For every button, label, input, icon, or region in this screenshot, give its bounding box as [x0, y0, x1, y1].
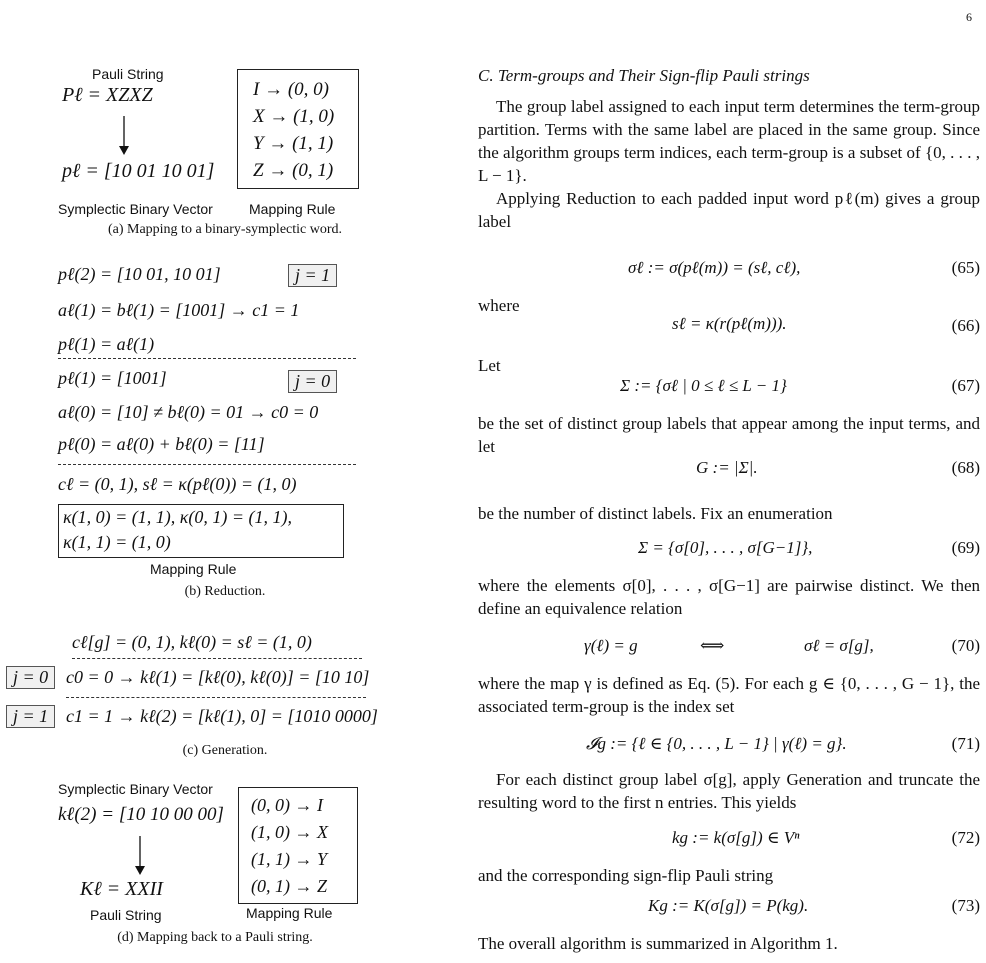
equation-73-number: (73): [951, 896, 980, 915]
generation-line-2: c0 = 0 → kℓ(1) = [kℓ(0), kℓ(0)] = [10 10]: [66, 667, 370, 687]
equation-68-number: (68): [951, 458, 980, 477]
rule-d-1: (0, 0) → I: [251, 795, 323, 815]
equation-72: kg := k(σ[g]) ∈ Vⁿ: [672, 828, 800, 847]
equation-65-number: (65): [951, 258, 980, 277]
page-number: 6: [966, 10, 972, 24]
equation-70-right: σℓ = σ[g],: [804, 636, 874, 655]
equation-71: 𝓘g := {ℓ ∈ {0, . . . , L − 1} | γ(ℓ) = g}.: [586, 734, 847, 753]
paragraph-3: be the set of distinct group labels that appear among the input terms, and let: [478, 414, 980, 456]
mapping-rule-box-d: [238, 787, 358, 904]
paragraph-8: and the corresponding sign-flip Pauli string: [478, 866, 774, 885]
rule-d-3: (1, 1) → Y: [251, 849, 327, 869]
pauli-string-label-a: Pauli String: [92, 66, 164, 82]
equation-66-number: (66): [951, 316, 980, 335]
equation-72-number: (72): [951, 828, 980, 847]
vector-eq-a: pℓ = [10 01 10 01]: [62, 160, 215, 182]
reduction-line-2: aℓ(1) = bℓ(1) = [1001] → c1 = 1: [58, 300, 300, 320]
rule-a-3: Y → (1, 1): [253, 133, 334, 154]
mapping-rule-label-a: Mapping Rule: [249, 201, 336, 217]
j-equals-0-box-b: j = 0: [288, 370, 337, 393]
equation-73: Kg := K(σ[g]) = P(kg).: [648, 896, 809, 915]
reduction-line-1: pℓ(2) = [10 01, 10 01]: [58, 264, 221, 284]
paragraph-9: The overall algorithm is summarized in Algorithm 1.: [478, 934, 838, 953]
equation-68: G := |Σ|.: [696, 458, 758, 477]
generation-line-1: cℓ[g] = (0, 1), kℓ(0) = sℓ = (1, 0): [72, 632, 312, 652]
kappa-line-1: κ(1, 0) = (1, 1), κ(0, 1) = (1, 1),: [63, 507, 293, 527]
pauli-eq-a: Pℓ = XZXZ: [62, 84, 153, 106]
equation-69: Σ = {σ[0], . . . , σ[G−1]},: [638, 538, 813, 557]
down-arrow-icon: [118, 116, 130, 161]
kappa-line-2: κ(1, 1) = (1, 0): [63, 532, 171, 552]
equation-69-number: (69): [951, 538, 980, 557]
j-equals-0-box-c: j = 0: [6, 666, 55, 689]
j-equals-1-box-b: j = 1: [288, 264, 337, 287]
reduction-line-7: cℓ = (0, 1), sℓ = κ(pℓ(0)) = (1, 0): [58, 474, 297, 494]
rule-d-4: (0, 1) → Z: [251, 876, 327, 896]
caption-c: (c) Generation.: [182, 743, 268, 758]
paragraph-7: For each distinct group label σ[g], apply Generation and truncate the resulting word to the first n entries. This yields: [478, 770, 980, 812]
equation-70-iff: ⟺: [700, 636, 725, 655]
down-arrow-icon: [134, 836, 146, 881]
rule-a-4: Z → (0, 1): [253, 160, 334, 181]
separator-c-1: [72, 658, 362, 659]
kappa-mapping-box: [58, 504, 344, 558]
rule-a-1: I → (0, 0): [253, 79, 329, 100]
reduction-line-5: aℓ(0) = [10] ≠ bℓ(0) = 01 → c0 = 0: [58, 402, 319, 422]
reduction-line-4: pℓ(1) = [1001]: [58, 368, 167, 388]
caption-a: (a) Mapping to a binary-symplectic word.: [107, 222, 343, 237]
symplectic-label-d: Symplectic Binary Vector: [58, 781, 213, 797]
equation-65: σℓ := σ(pℓ(m)) = (sℓ, cℓ),: [628, 258, 801, 277]
caption-d: (d) Mapping back to a Pauli string.: [117, 930, 313, 945]
separator-b-2: [58, 464, 356, 465]
paragraph-5: where the elements σ[0], . . . , σ[G−1] are pairwise distinct. We then define an equivalence relation: [478, 576, 980, 618]
mapping-rule-label-d: Mapping Rule: [246, 905, 333, 921]
reduction-line-3: pℓ(1) = aℓ(1): [58, 334, 155, 354]
equation-67-number: (67): [951, 376, 980, 395]
j-equals-1-box-c: j = 1: [6, 705, 55, 728]
rule-a-2: X → (1, 0): [253, 106, 335, 127]
section-title: C. Term-groups and Their Sign-flip Pauli strings: [478, 66, 810, 85]
where-label-1: where: [478, 296, 520, 315]
paragraph-6: where the map γ is defined as Eq. (5). For each g ∈ {0, . . . , G − 1}, the associated term-group is the index set: [478, 674, 980, 716]
mapping-rule-label-b: Mapping Rule: [150, 561, 237, 577]
pauli-string-label-d: Pauli String: [90, 907, 162, 923]
equation-70-left: γ(ℓ) = g: [584, 636, 638, 655]
rule-d-2: (1, 0) → X: [251, 822, 328, 842]
reduction-line-6: pℓ(0) = aℓ(0) + bℓ(0) = [11]: [58, 434, 265, 454]
text-column: [478, 0, 980, 963]
separator-c-2: [66, 697, 366, 698]
figure-panels: [0, 0, 480, 963]
equation-70-number: (70): [951, 636, 980, 655]
paragraph-4: be the number of distinct labels. Fix an enumeration: [478, 504, 833, 523]
let-label: Let: [478, 356, 501, 375]
paragraph-1: The group label assigned to each input term determines the term-group partition. Terms with the same label are placed in the same group. Since the algorithm groups term indices, each term-group is a subset of {0, . . . , L − 1}.: [478, 97, 980, 185]
separator-b-1: [58, 358, 356, 359]
equation-67: Σ := {σℓ | 0 ≤ ℓ ≤ L − 1}: [620, 376, 787, 395]
generation-line-3: c1 = 1 → kℓ(2) = [kℓ(1), 0] = [1010 0000]: [66, 706, 378, 726]
equation-71-number: (71): [951, 734, 980, 753]
caption-b: (b) Reduction.: [184, 584, 266, 599]
pauli-eq-d: Kℓ = XXII: [80, 878, 163, 900]
equation-66: sℓ = κ(r(pℓ(m))).: [672, 314, 787, 333]
paragraph-2: Applying Reduction to each padded input word pℓ(m) gives a group label: [478, 189, 980, 231]
symplectic-label-a: Symplectic Binary Vector: [58, 201, 213, 217]
mapping-rule-box-a: [237, 69, 359, 189]
vector-eq-d: kℓ(2) = [10 10 00 00]: [58, 804, 224, 825]
